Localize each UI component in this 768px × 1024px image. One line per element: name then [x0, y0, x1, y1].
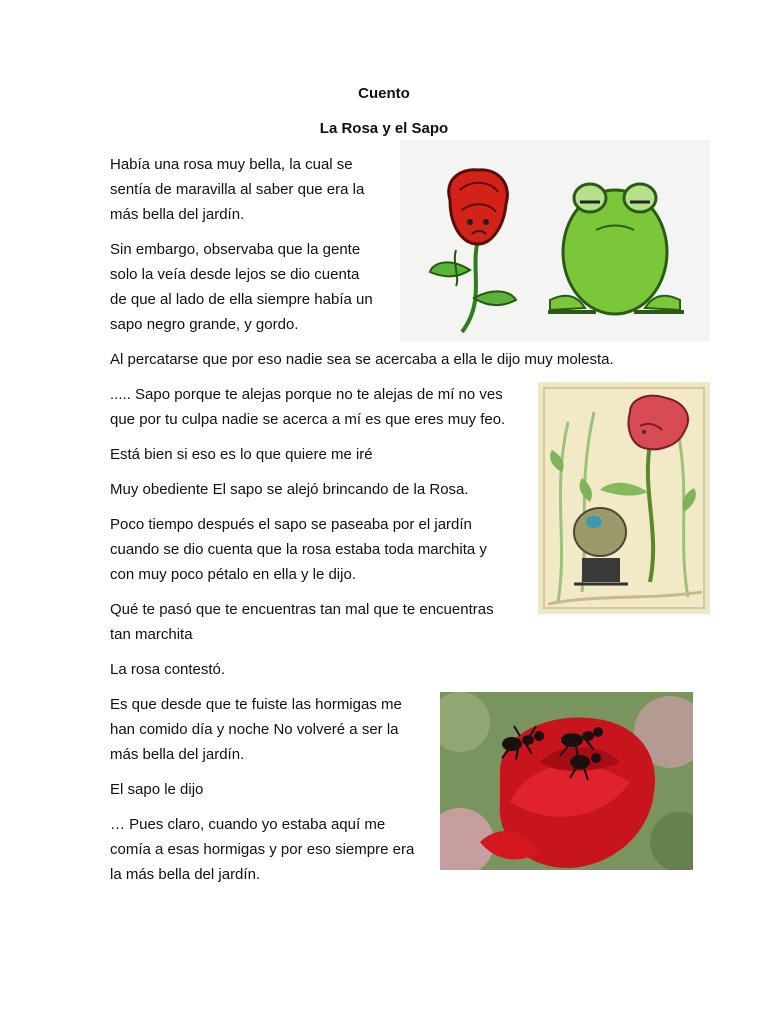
paragraph-12: … Pues claro, cuando yo estaba aquí me comía a esas hormigas y por eso siempre era la más bella del jardín. — [110, 816, 415, 883]
paragraph-11: El sapo le dijo — [110, 781, 204, 798]
rose-icon — [430, 170, 516, 332]
paragraph-7: Poco tiempo después el sapo se paseaba por el jardín cuando se dio cuenta que la rosa estaba toda marchita y con muy poco pétalo en ella y le dijo. — [110, 516, 487, 583]
paragraph-10: Es que desde que te fuiste las hormigas me han comido día y noche No volveré a ser la más bella del jardín. — [110, 696, 402, 763]
rose-with-ants-photo — [440, 692, 693, 870]
document-heading: Cuento — [358, 85, 410, 102]
paragraph-9: La rosa contestó. — [110, 661, 226, 678]
paragraph-8: Qué te pasó que te encuentras tan mal que te encuentras tan marchita — [110, 601, 494, 643]
rose-and-frog-illustration — [400, 140, 710, 342]
paragraph-5: Está bien si eso es lo que quiere me iré — [110, 446, 373, 463]
paragraph-3: Al percatarse que por eso nadie sea se acercaba a ella le dijo muy molesta. — [110, 351, 614, 368]
paragraph-1: Había una rosa muy bella, la cual se sentía de maravilla al saber que era la más bella del jardín. — [110, 156, 365, 223]
sad-rose-and-toad-illustration — [538, 382, 710, 614]
story-title: La Rosa y el Sapo — [319, 120, 449, 137]
frog-icon — [548, 184, 684, 314]
paragraph-2: Sin embargo, observaba que la gente solo la veía desde lejos se dio cuenta de que al lado de ella siempre había un sapo negro grande, y gordo. — [110, 241, 373, 333]
sad-toad-icon — [574, 508, 628, 584]
paragraph-4: ..... Sapo porque te alejas porque no te alejas de mí no ves que por tu culpa nadie se acerca a mí es que eres muy feo. — [110, 386, 506, 428]
paragraph-6: Muy obediente El sapo se alejó brincando de la Rosa. — [110, 481, 469, 498]
